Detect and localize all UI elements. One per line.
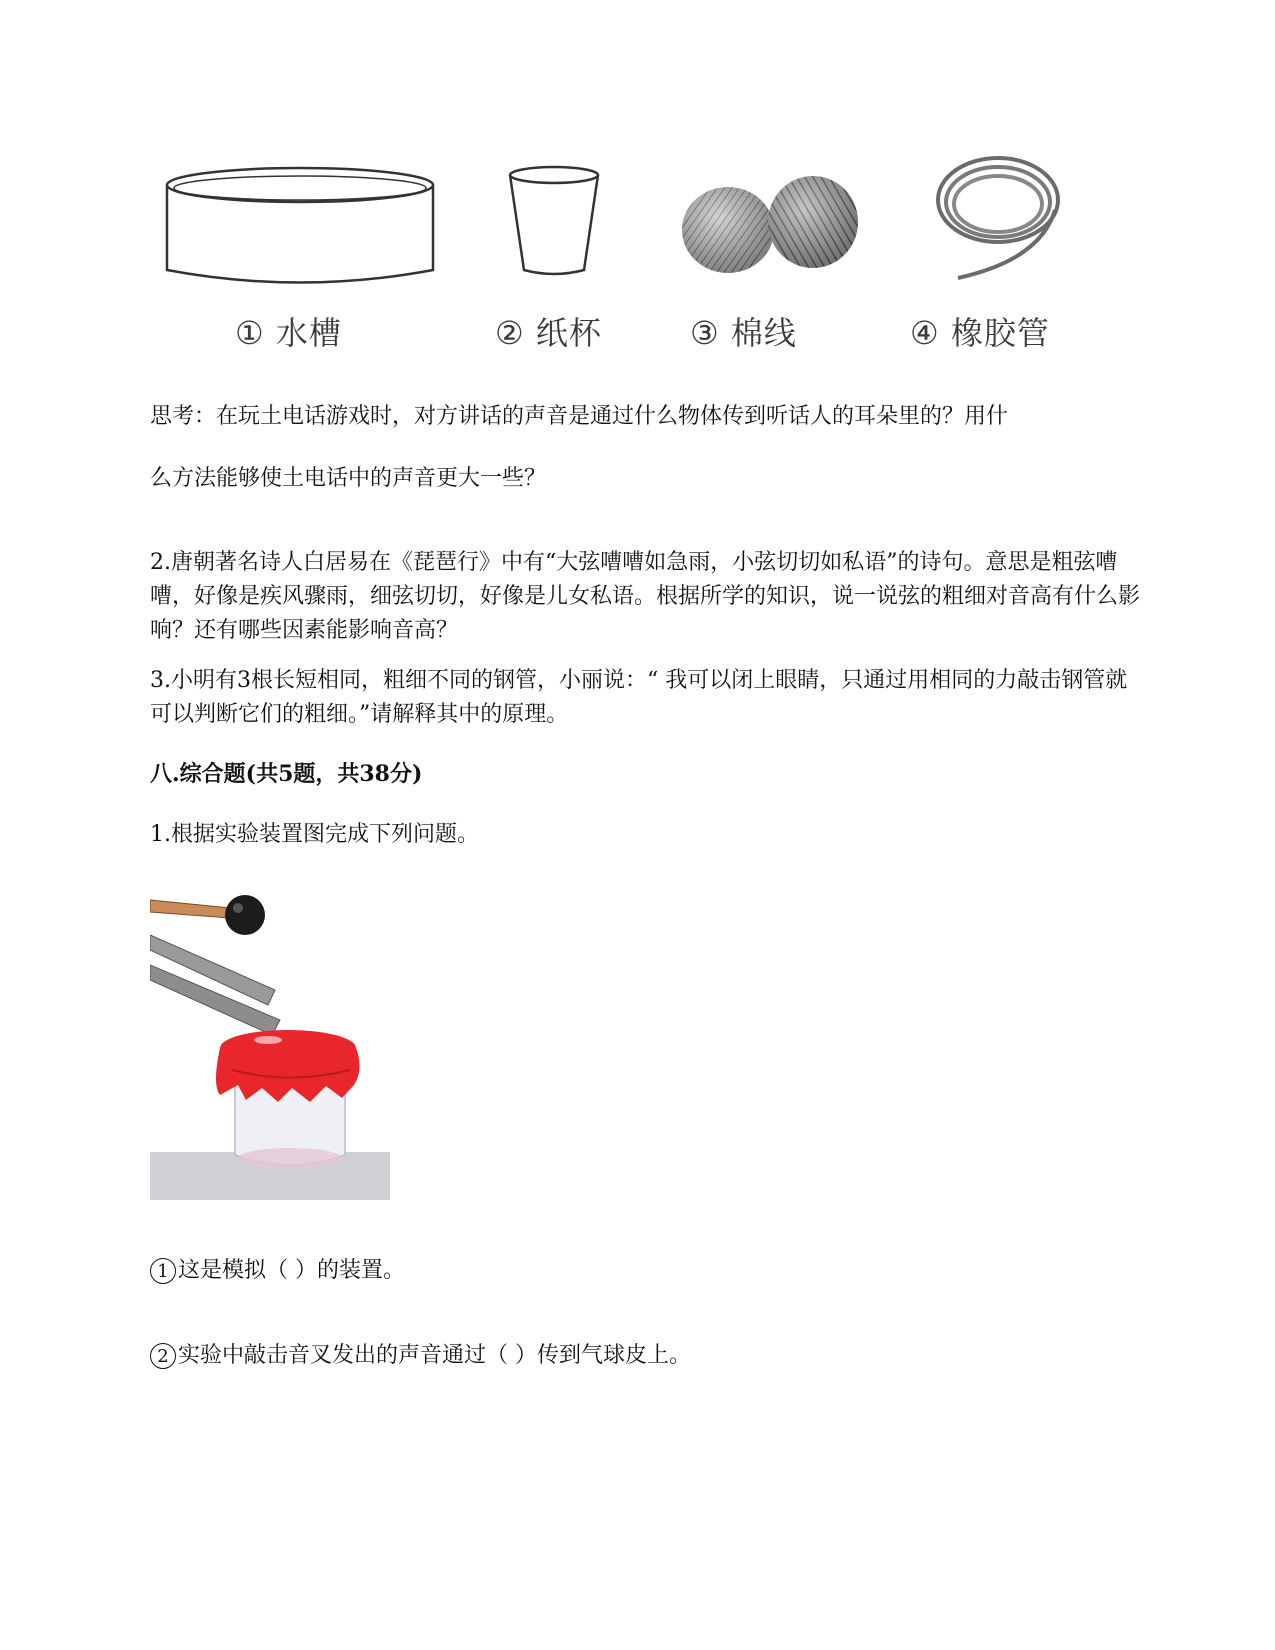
sub-question-1-text: 这是模拟（ ）的装置。 [178,1258,405,1283]
cotton-thread-icon [682,176,858,273]
caption-water-trough [235,308,342,354]
caption-label: 橡胶管 [950,314,1050,352]
caption-number: ① [235,314,265,352]
circled-number-2: 2 [150,1343,176,1369]
sub-question-1 [150,1254,1140,1288]
sub-question-2 [150,1339,1140,1373]
mallet-icon [150,895,265,935]
caption-number: ③ [690,314,720,352]
rubber-tube-icon [938,158,1058,278]
question-3: 3.小明有3根长短相同，粗细不同的钢管，小丽说：“ 我可以闭上眼睛，只通过用相同的力敲击钢管就可以判断它们的粗细。”请解释其中的原理。 [150,668,1128,727]
think-line-1: 思考：在玩土电话游戏时，对方讲话的声音是通过什么物体传到听话人的耳朵里的？用什 [150,404,1009,429]
section-8-question-1: 1.根据实验装置图完成下列问题。 [150,822,479,847]
caption-number: ④ [910,314,940,352]
think-line-2: 么方法能够使土电话中的声音更大一些？ [150,466,547,491]
tuning-fork-experiment-figure [150,880,400,1200]
section-8-heading: 八.综合题(共5题，共38分) [150,761,423,787]
caption-number: ② [495,314,525,352]
caption-label: 纸杯 [535,314,602,352]
caption-label: 水槽 [275,314,342,352]
caption-label: 棉线 [730,314,797,352]
water-trough-icon [167,168,433,283]
caption-paper-cup [495,308,602,354]
caption-rubber-tube [910,308,1050,354]
tuning-fork-experiment-svg [150,880,400,1200]
circled-number-1: 1 [150,1258,176,1284]
caption-cotton-thread [690,308,797,354]
question-2: 2.唐朝著名诗人白居易在《琵琶行》中有“大弦嘈嘈如急雨，小弦切切如私语”的诗句。意思是粗弦嘈嘈，好像是疾风骤雨，细弦切切，好像是儿女私语。根据所学的知识，说一说弦的粗细对音高有什么影响？还有哪些因素能影响音高？ [150,550,1141,643]
tuning-fork-icon [150,935,280,1035]
sub-question-2-text: 实验中敲击音叉发出的声音通过（ ）传到气球皮上。 [178,1343,691,1368]
paper-cup-icon [510,167,598,274]
